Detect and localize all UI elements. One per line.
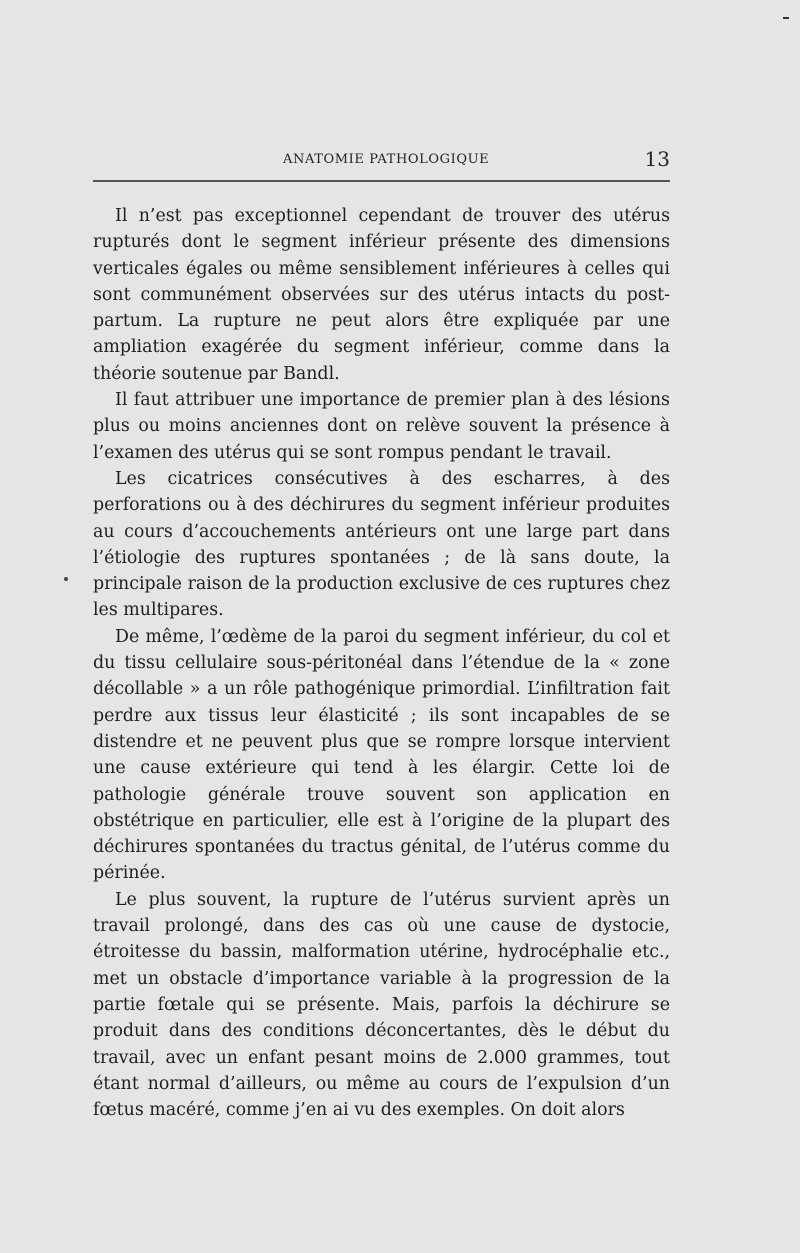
paragraph: Les cicatrices consécutives à des escharres, à des perforations ou à des déchirures du segment inférieur produites au cours d’accouchements antérieurs ont une large part dans l’étiologie des ruptures spontanées ; de là sans doute, la principale raison de la production exclusive de ces ruptures chez les multipares. [93, 468, 670, 621]
margin-dot [64, 577, 68, 581]
header-rule [93, 180, 670, 182]
paragraph: Il n’est pas exceptionnel cependant de trouver des utérus rupturés dont le segment inférieur présente des dimensions verticales égales ou même sensiblement inférieures à celles qui sont communément observées sur des utérus intacts du post-partum. La rupture ne peut alors être expliquée par une ampliation exagérée du segment inférieur, comme dans la théorie soutenue par Bandl. [93, 206, 670, 384]
paragraph: Il faut attribuer une importance de premier plan à des lésions plus ou moins anciennes dont on relève souvent la présence à l’examen des utérus qui se sont rompus pendant le travail. [93, 390, 670, 463]
paragraph: Le plus souvent, la rupture de l’utérus survient après un travail prolongé, dans des cas où une cause de dystocie, étroitesse du bassin, malformation utérine, hydrocéphalie etc., met un obstacle d’importance variable à la progression de la partie fœtale qui se présente. Mais, parfois la déchirure se produit dans des conditions déconcertantes, dès le début du travail, avec un enfant pesant moins de 2.000 grammes, tout étant normal d’ailleurs, ou même au cours de l’expulsion d’un fœtus macéré, comme j’en ai vu des exemples. On doit alors [93, 889, 670, 1121]
running-head: ANATOMIE PATHOLOGIQUE [283, 152, 490, 167]
page-number: 13 [644, 147, 670, 171]
body-text [93, 203, 670, 1123]
page-header [93, 147, 670, 172]
paragraph: De même, l’œdème de la paroi du segment inférieur, du col et du tissu cellulaire sous-péritonéal dans l’étendue de la « zone décollable » a un rôle pathogénique primordial. L’infiltration fait perdre aux tissus leur élasticité ; ils sont incapables de se distendre et ne peuvent plus que se rompre lorsque intervient une cause extérieure qui tend à les élargir. Cette loi de pathologie générale trouve souvent son application en obstétrique en particulier, elle est à l’origine de la plupart des déchirures spontanées du tractus génital, de l’utérus comme du périnée. [93, 626, 670, 884]
corner-mark [783, 17, 789, 19]
